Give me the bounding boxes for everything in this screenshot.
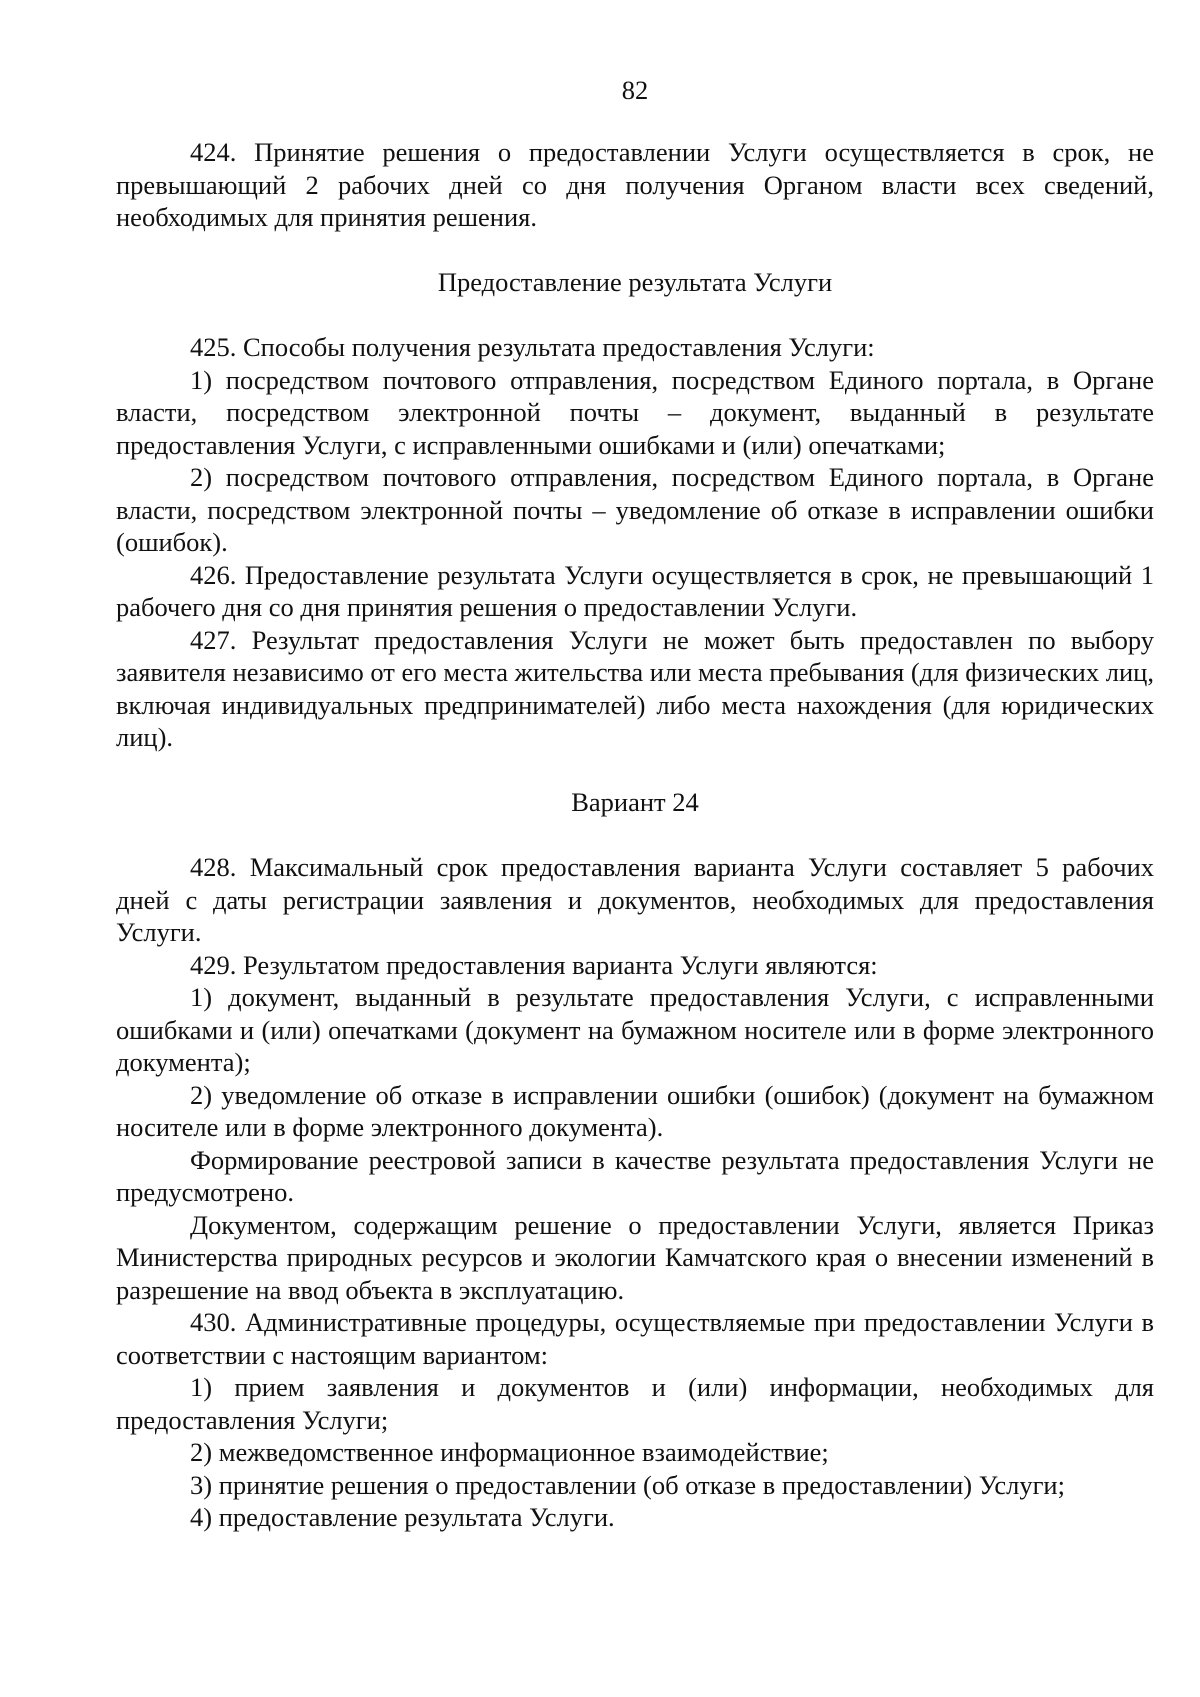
paragraph: 430. Административные процедуры, осуществляемые при предоставлении Услуги в соответствии с настоящим вариантом: <box>116 1307 1154 1370</box>
paragraph-spacer <box>116 819 1154 852</box>
paragraph: 429. Результатом предоставления варианта Услуги являются: <box>190 949 878 980</box>
paragraph: Документом, содержащим решение о предоставлении Услуги, является Приказ Министерства природных ресурсов и экологии Камчатского края о внесении изменений в разрешение на ввод объекта в эксплуатацию. <box>116 1209 1154 1305</box>
paragraph: 427. Результат предоставления Услуги не может быть предоставлен по выбору заявителя независимо от его места жительства или места пребывания (для физических лиц, включая индивидуальных предпринимателей) либо места нахождения (для юридических лиц). <box>116 624 1154 752</box>
paragraph: 1) посредством почтового отправления, посредством Единого портала, в Органе власти, посредством электронной почты – документ, выданный в результате предоставления Услуги, с исправленными ошибками и (или) опечатками; <box>116 364 1154 460</box>
paragraph-spacer <box>116 754 1154 787</box>
section-heading: Вариант 24 <box>571 787 699 817</box>
paragraph: 426. Предоставление результата Услуги осуществляется в срок, не превышающий 1 рабочего дня со дня принятия решения о предоставлении Услуги. <box>116 559 1154 622</box>
paragraph: 428. Максимальный срок предоставления варианта Услуги составляет 5 рабочих дней с даты регистрации заявления и документов, необходимых для предоставления Услуги. <box>116 852 1154 947</box>
paragraph: Формирование реестровой записи в качестве результата предоставления Услуги не предусмотрено. <box>116 1144 1154 1207</box>
section-heading: Предоставление результата Услуги <box>437 267 833 297</box>
paragraph: 2) межведомственное информационное взаимодействие; <box>190 1437 829 1467</box>
paragraph: 424. Принятие решения о предоставлении Услуги осуществляется в срок, не превышающий 2 рабочих дней со дня получения Органом власти всех сведений, необходимых для принятия решения. <box>116 137 1154 232</box>
paragraph: 1) прием заявления и документов и (или) информации, необходимых для предоставления Услуги; <box>116 1372 1154 1435</box>
paragraph: 2) посредством почтового отправления, посредством Единого портала, в Органе власти, посредством электронной почты – уведомление об отказе в исправлении ошибки (ошибок). <box>116 462 1154 557</box>
paragraph: 425. Способы получения результата предоставления Услуги: <box>190 332 875 362</box>
paragraph: 4) предоставление результата Услуги. <box>190 1502 615 1532</box>
document-body <box>116 136 1154 1534</box>
paragraph-spacer <box>116 299 1154 332</box>
paragraph-spacer <box>116 234 1154 267</box>
paragraph: 2) уведомление об отказе в исправлении ошибки (ошибок) (документ на бумажном носителе или в форме электронного документа). <box>116 1079 1154 1142</box>
page-number: 82 <box>621 75 649 105</box>
paragraph: 1) документ, выданный в результате предоставления Услуги, с исправленными ошибками и (или) опечатками (документ на бумажном носителе или в форме электронного документа); <box>116 982 1154 1077</box>
paragraph: 3) принятие решения о предоставлении (об отказе в предоставлении) Услуги; <box>190 1469 1065 1500</box>
